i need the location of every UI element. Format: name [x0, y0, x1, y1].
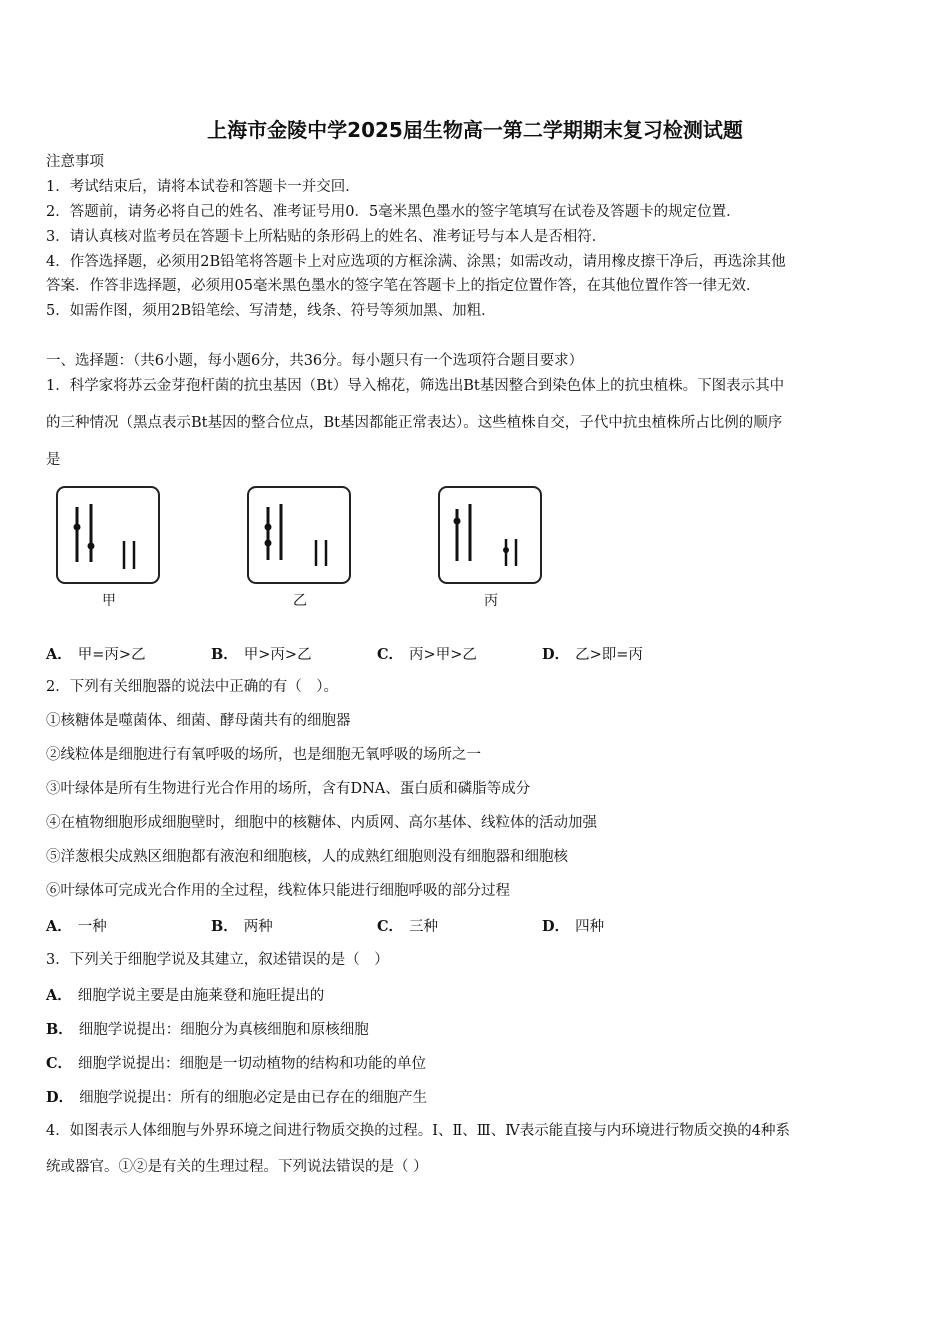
q3-option-c[interactable]: C． 细胞学说提出：细胞是一切动植物的结构和功能的单位 — [46, 1055, 427, 1072]
q4-stem-line-1: 4．如图表示人体细胞与外界环境之间进行物质交换的过程。Ⅰ、Ⅱ、Ⅲ、Ⅳ表示能直接与内环境进行物质交换的4种系 — [46, 1123, 790, 1139]
notice-item-3: 3．请认真核对监考员在答题卡上所粘贴的条形码上的姓名、准考证号与本人是否相符． — [46, 229, 607, 245]
notice-item-4: 4．作答选择题，必须用2B铅笔将答题卡上对应选项的方框涂满、涂黑；如需改动，请用橡皮擦干净后，再选涂其他 — [46, 254, 786, 270]
figure-yi — [245, 484, 355, 586]
figure-label-jia: 甲 — [102, 593, 116, 609]
notice-heading: 注意事项 — [46, 154, 104, 170]
q2-stem: 2．下列有关细胞器的说法中正确的有（ ）。 — [46, 679, 338, 695]
section-heading: 一、选择题：（共6小题，每小题6分，共36分。每小题只有一个选项符合题目要求） — [46, 353, 584, 369]
notice-item-2: 2．答题前，请务必将自己的姓名、准考证号用0．5毫米黑色墨水的签字笔填写在试卷及答题卡的规定位置． — [46, 204, 741, 220]
q2-statement-5: ⑤洋葱根尖成熟区细胞都有液泡和细胞核，人的成熟红细胞则没有细胞器和细胞核 — [46, 849, 568, 865]
chromosome-diagram-yi — [245, 484, 355, 586]
q1-stem-line-2: 的三种情况（黑点表示Bt基因的整合位点，Bt基因都能正常表达）。这些植株自交，子代中抗虫植株所占比例的顺序 — [46, 415, 783, 431]
q3-option-b[interactable]: B． 细胞学说提出：细胞分为真核细胞和原核细胞 — [46, 1021, 369, 1038]
q2-statement-1: ①核糖体是噬菌体、细菌、酵母菌共有的细胞器 — [46, 713, 351, 729]
q1-stem-line-3: 是 — [46, 452, 61, 468]
q2-statement-4: ④在植物细胞形成细胞壁时，细胞中的核糖体、内质网、高尔基体、线粒体的活动加强 — [46, 815, 597, 831]
q2-statement-3: ③叶绿体是所有生物进行光合作用的场所，含有DNA、蛋白质和磷脂等成分 — [46, 781, 531, 797]
q2-statement-6: ⑥叶绿体可完成光合作用的全过程，线粒体只能进行细胞呼吸的部分过程 — [46, 883, 510, 899]
chromosome-diagram-bing — [436, 484, 546, 586]
q3-option-a[interactable]: A． 细胞学说主要是由施莱登和施旺提出的 — [46, 987, 325, 1004]
q1-option-c[interactable]: C． 丙>甲>乙 — [377, 646, 477, 663]
q2-option-a[interactable]: A． 一种 — [46, 918, 107, 935]
q3-stem: 3．下列关于细胞学说及其建立，叙述错误的是（ ） — [46, 952, 389, 968]
q4-stem-line-2: 统或器官。①②是有关的生理过程。下列说法错误的是（ ） — [46, 1159, 428, 1175]
q1-option-a[interactable]: A． 甲=丙>乙 — [46, 646, 146, 663]
figure-jia — [54, 484, 164, 586]
figure-label-bing: 丙 — [484, 593, 498, 609]
q2-option-c[interactable]: C． 三种 — [377, 918, 439, 935]
notice-item-1: 1．考试结束后，请将本试卷和答题卡一并交回． — [46, 179, 360, 195]
q2-option-b[interactable]: B． 两种 — [211, 918, 273, 935]
notice-item-4-cont: 答案．作答非选择题，必须用05毫米黑色墨水的签字笔在答题卡上的指定位置作答，在其他位置作答一律无效． — [46, 278, 761, 294]
figure-label-yi: 乙 — [293, 593, 307, 609]
chromosome-diagram-jia — [54, 484, 164, 586]
q1-option-d[interactable]: D． 乙>即=丙 — [542, 646, 643, 663]
q1-stem-line-1: 1．科学家将苏云金芽孢杆菌的抗虫基因（Bt）导入棉花，筛选出Bt基因整合到染色体上的抗虫植株。下图表示其中 — [46, 378, 785, 394]
q3-option-d[interactable]: D． 细胞学说提出：所有的细胞必定是由已存在的细胞产生 — [46, 1089, 428, 1106]
page-title: 上海市金陵中学2025届生物高一第二学期期末复习检测试题 — [207, 118, 743, 142]
q1-option-b[interactable]: B． 甲>丙>乙 — [211, 646, 312, 663]
figure-bing — [436, 484, 546, 586]
notice-item-5: 5．如需作图，须用2B铅笔绘、写清楚，线条、符号等须加黑、加粗． — [46, 303, 496, 319]
q2-option-d[interactable]: D． 四种 — [542, 918, 605, 935]
q2-statement-2: ②线粒体是细胞进行有氧呼吸的场所，也是细胞无氧呼吸的场所之一 — [46, 747, 481, 763]
